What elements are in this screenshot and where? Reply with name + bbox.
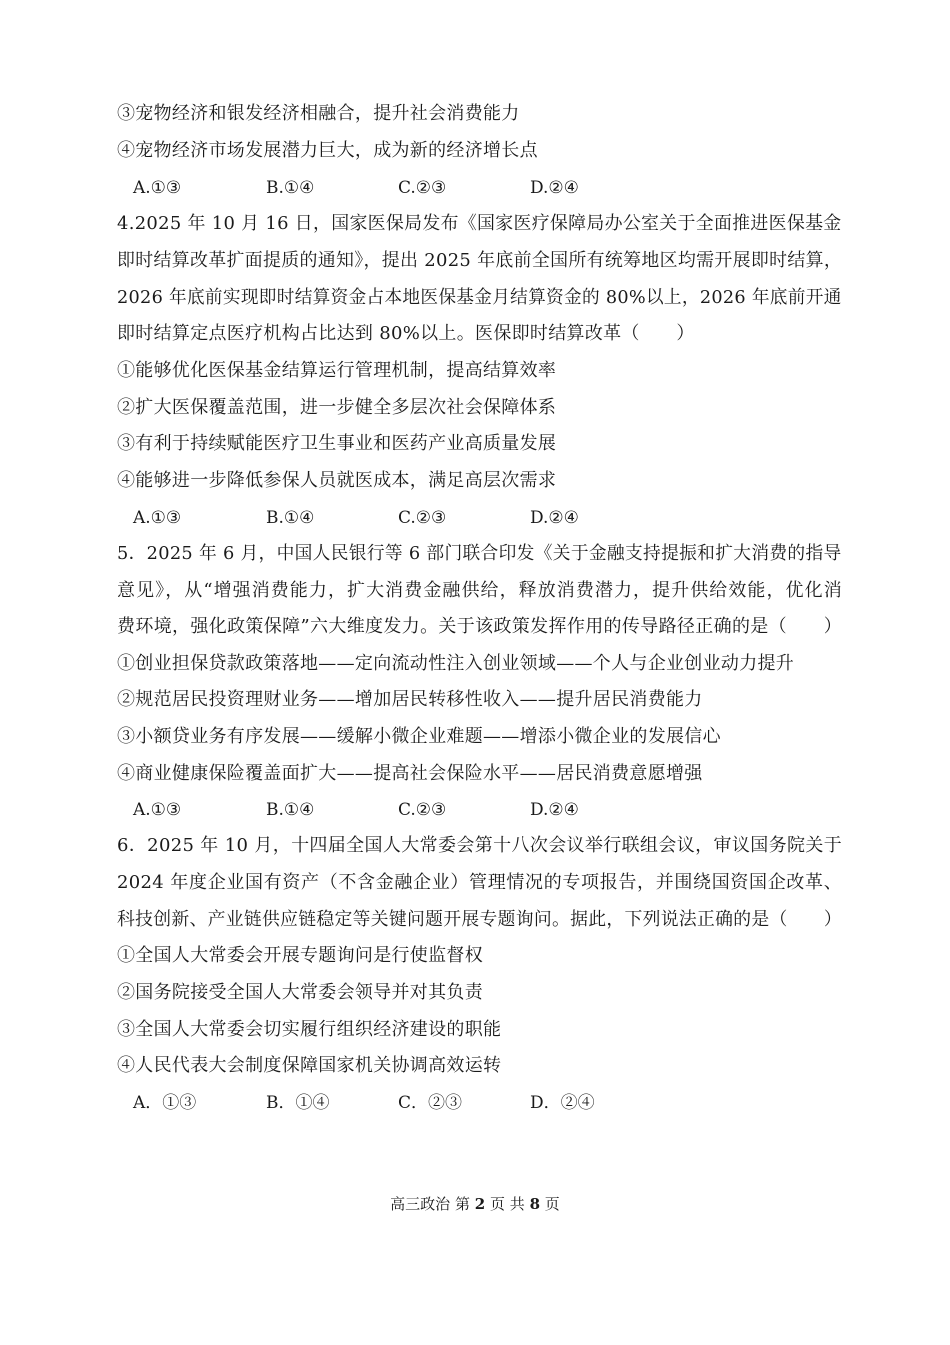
footer-subject: 高三政治: [390, 1195, 451, 1213]
q5-option-c: C.②③: [398, 800, 447, 820]
q6-stem-line-2: 2024 年度企业国有资产（不含金融企业）管理情况的专项报告，并围绕国资国企改革、: [117, 872, 842, 893]
q5-option-d: D.②④: [530, 800, 579, 820]
q3-statement-3: ③宠物经济和银发经济相融合，提升社会消费能力: [117, 103, 520, 124]
q3-option-a: A.①③: [133, 178, 182, 198]
q4-option-a: A.①③: [133, 508, 182, 528]
q5-stem-line-1: 5．2025 年 6 月，中国人民银行等 6 部门联合印发《关于金融支持提振和扩大消费的指导: [117, 543, 842, 564]
q5-statement-4: ④商业健康保险覆盖面扩大——提高社会保险水平——居民消费意愿增强: [117, 763, 703, 784]
page-footer: [0, 1193, 950, 1215]
q5-stem-line-3: 费环境，强化政策保障”六大维度发力。关于该政策发挥作用的传导路径正确的是（ ）: [117, 616, 842, 637]
q4-option-b: B.①④: [266, 508, 315, 528]
q5-statement-2: ②规范居民投资理财业务——增加居民转移性收入——提升居民消费能力: [117, 689, 703, 710]
q4-stem-line-2: 即时结算改革扩面提质的通知》，提出 2025 年底前全国所有统筹地区均需开展即时结算，: [117, 250, 843, 271]
footer-ye: 页: [489, 1195, 505, 1213]
q6-stem-line-3: 科技创新、产业链供应链稳定等关键问题开展专题询问。据此，下列说法正确的是（ ）: [117, 909, 842, 930]
q5-option-b: B.①④: [266, 800, 315, 820]
q6-option-d: D．②④: [530, 1093, 595, 1113]
q6-option-b: B．①④: [266, 1093, 330, 1113]
q6-option-c: C．②③: [398, 1093, 463, 1113]
q3-statement-4: ④宠物经济市场发展潜力巨大，成为新的经济增长点: [117, 140, 538, 161]
q4-options: [133, 506, 753, 530]
footer-page-number: 2: [474, 1195, 486, 1213]
q3-options: [133, 176, 753, 200]
q4-option-d: D.②④: [530, 508, 579, 528]
q3-option-b: B.①④: [266, 178, 315, 198]
q4-statement-3: ③有利于持续赋能医疗卫生事业和医药产业高质量发展: [117, 433, 557, 454]
q5-options: [133, 798, 753, 822]
q6-statement-4: ④人民代表大会制度保障国家机关协调高效运转: [117, 1055, 502, 1076]
q4-option-c: C.②③: [398, 508, 447, 528]
q6-statement-1: ①全国人大常委会开展专题询问是行使监督权: [117, 945, 483, 966]
q6-statement-2: ②国务院接受全国人大常委会领导并对其负责: [117, 982, 483, 1003]
q4-stem-line-4: 即时结算定点医疗机构占比达到 80%以上。医保即时结算改革（ ）: [117, 323, 695, 344]
q4-statement-1: ①能够优化医保基金结算运行管理机制，提高结算效率: [117, 360, 557, 381]
q4-statement-4: ④能够进一步降低参保人员就医成本，满足高层次需求: [117, 470, 557, 491]
q5-stem-line-2: 意见》，从“增强消费能力，扩大消费金融供给，释放消费潜力，提升供给效能，优化消: [117, 580, 842, 601]
q6-options: [133, 1091, 753, 1115]
footer-total-pages: 8: [529, 1195, 541, 1213]
q6-statement-3: ③全国人大常委会切实履行组织经济建设的职能: [117, 1019, 502, 1040]
q6-option-a: A．①③: [133, 1093, 197, 1113]
footer-gong: 共: [509, 1195, 525, 1213]
q4-statement-2: ②扩大医保覆盖范围，进一步健全多层次社会保障体系: [117, 397, 557, 418]
q4-stem-line-1: 4.2025 年 10 月 16 日，国家医保局发布《国家医疗保障局办公室关于全面推进医保基金: [117, 213, 842, 234]
q4-stem-line-3: 2026 年底前实现即时结算资金占本地医保基金月结算资金的 80%以上，2026 年底前开通: [117, 287, 842, 308]
q5-statement-3: ③小额贷业务有序发展——缓解小微企业难题——增添小微企业的发展信心: [117, 726, 721, 747]
q5-option-a: A.①③: [133, 800, 182, 820]
q3-option-d: D.②④: [530, 178, 579, 198]
q6-stem-line-1: 6．2025 年 10 月，十四届全国人大常委会第十八次会议举行联组会议，审议国务院关于: [117, 835, 842, 856]
footer-di: 第: [454, 1195, 470, 1213]
footer-ye-2: 页: [544, 1195, 560, 1213]
q5-statement-1: ①创业担保贷款政策落地——定向流动性注入创业领域——个人与企业创业动力提升: [117, 653, 795, 674]
q3-option-c: C.②③: [398, 178, 447, 198]
